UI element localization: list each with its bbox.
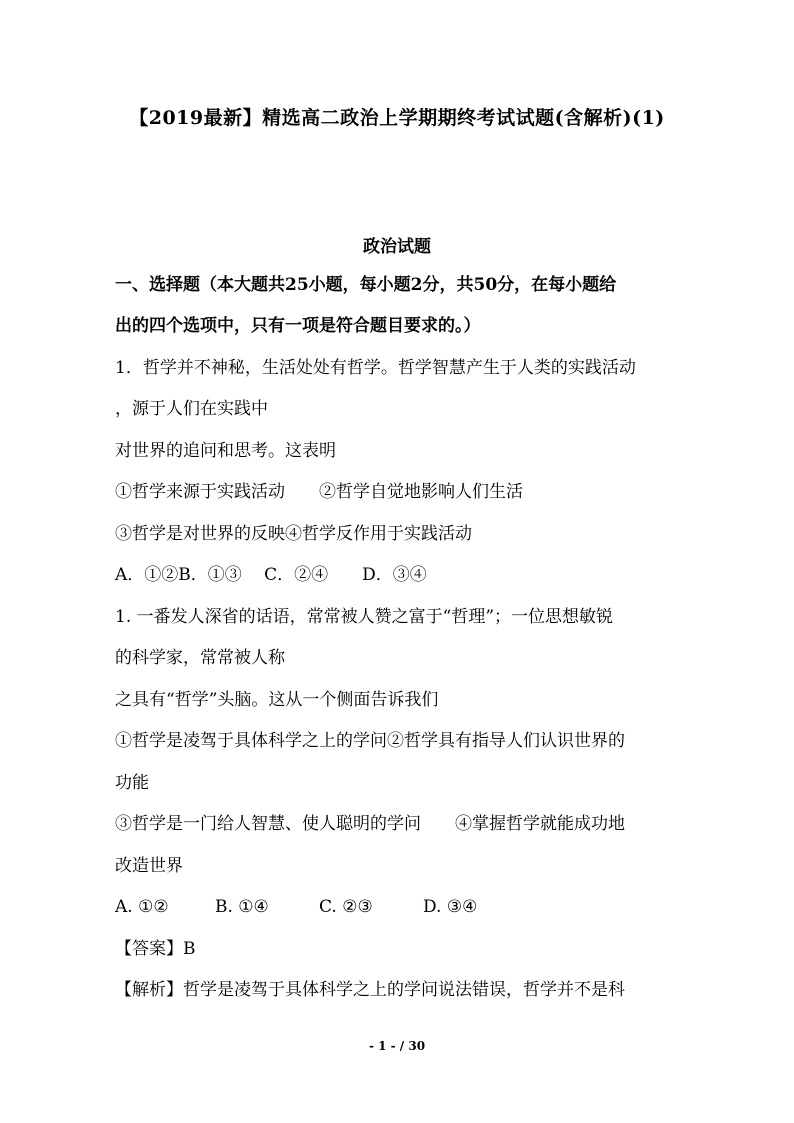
answer-label: 【答案】B	[115, 939, 196, 959]
document-title: 【2019最新】精选高二政治上学期期终考试试题(含解析)(1)	[129, 107, 665, 129]
question-2-stem: 1. 一番发人深省的话语，常常被人赞之富于“哲理”；一位思想敏锐	[115, 607, 614, 627]
question-1-statements: ①哲学来源于实践活动 ②哲学自觉地影响人们生活	[115, 482, 523, 502]
question-2-stem-line2: 的科学家，常常被人称	[115, 648, 285, 668]
choice-c: C. ②③	[319, 897, 373, 917]
question-2-statements: ①哲学是凌驾于具体科学之上的学问②哲学具有指导人们认识世界的	[115, 731, 625, 751]
exam-subtitle: 政治试题	[363, 237, 431, 257]
question-1-stem-line2: ，源于人们在实践中	[115, 399, 268, 419]
question-2-statements-line2: 功能	[115, 773, 149, 793]
question-2-statements-line3: ③哲学是一门给人智慧、使人聪明的学问 ④掌握哲学就能成功地	[115, 814, 625, 834]
section-heading: 一、选择题（本大题共25小题，每小题2分，共50分，在每小题给	[115, 275, 617, 295]
question-1-statements-line2: ③哲学是对世界的反映④哲学反作用于实践活动	[115, 524, 472, 544]
question-2-statements-line4: 改造世界	[115, 856, 183, 876]
question-1-stem-line3: 对世界的追问和思考。这表明	[115, 441, 336, 461]
question-1-choices: A．①②B．①③ C．②④ D．③④	[115, 565, 427, 585]
page-number: - 1 - / 30	[368, 1039, 426, 1053]
choice-d: D. ③④	[423, 897, 478, 917]
question-1-stem: 1．哲学并不神秘，生活处处有哲学。哲学智慧产生于人类的实践活动	[115, 358, 636, 378]
question-2-choices	[115, 895, 477, 919]
choice-a: A. ①②	[115, 897, 169, 917]
analysis-text: 【解析】哲学是凌驾于具体科学之上的学问说法错误，哲学并不是科	[115, 980, 625, 1000]
section-heading-continued: 出的四个选项中，只有一项是符合题目要求的。）	[115, 316, 481, 336]
question-2-stem-line3: 之具有“哲学”头脑。这从一个侧面告诉我们	[115, 690, 439, 710]
choice-b: B. ①④	[215, 897, 269, 917]
